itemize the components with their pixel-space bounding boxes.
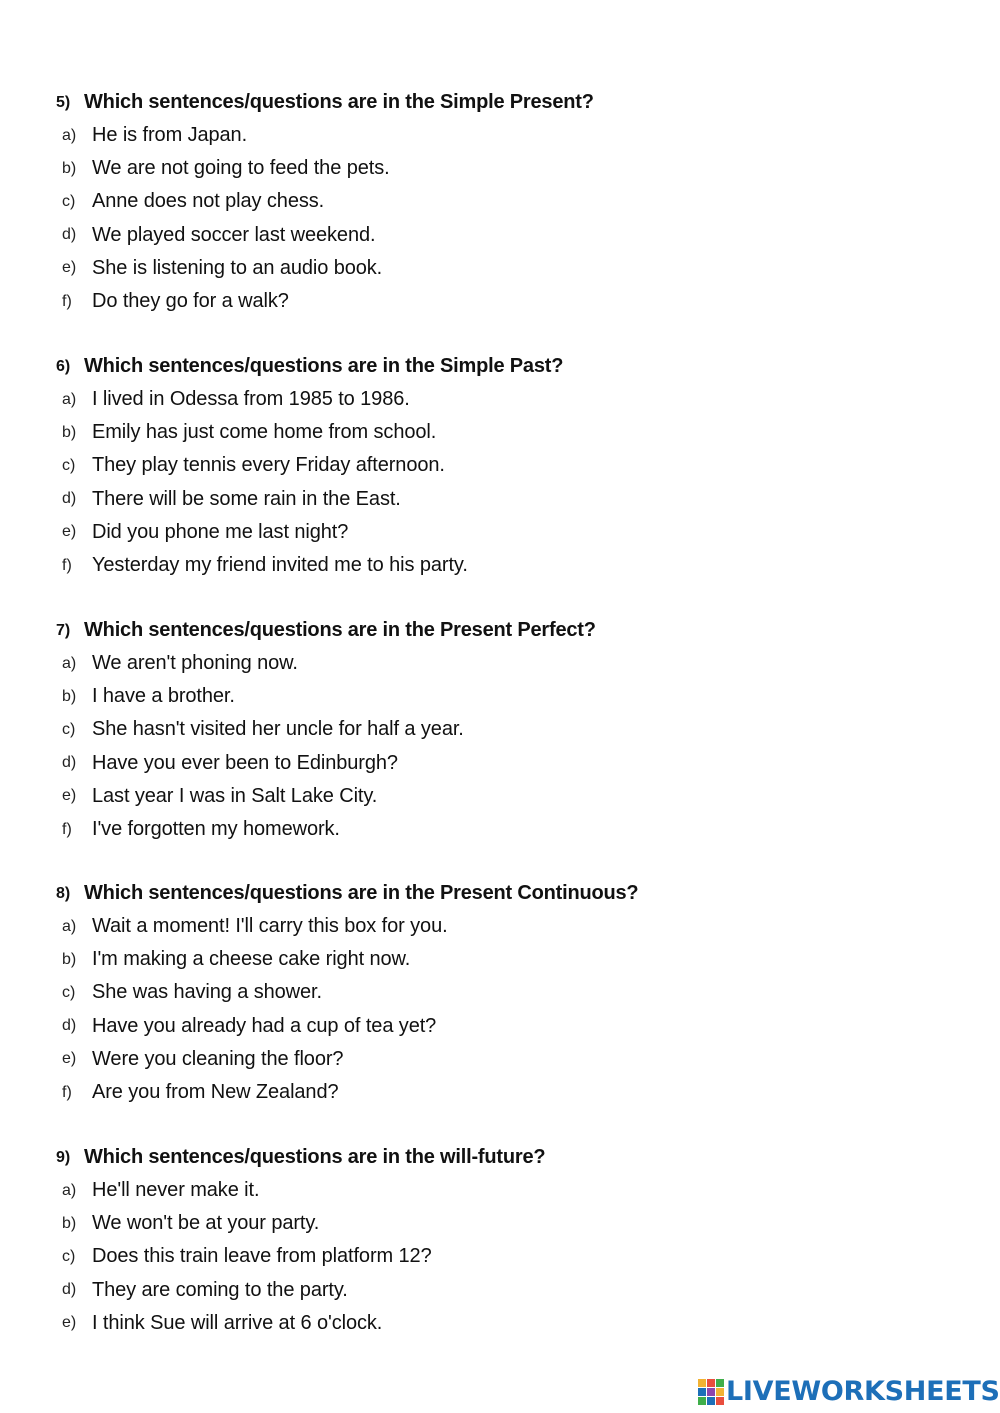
option-letter: f) [62,556,72,574]
option-text: He is from Japan. [92,124,248,147]
question-8 [56,877,956,1109]
option-text: Were you cleaning the floor? [92,1047,344,1070]
options-list [56,119,956,318]
option-text: She hasn't visited her uncle for half a year. [92,718,464,741]
option-letter: b) [62,950,77,968]
option-letter: d) [62,226,77,244]
option-c[interactable] [56,713,956,746]
option-letter: a) [62,654,77,672]
question-title [56,86,956,119]
option-e[interactable] [56,780,956,813]
option-text: Yesterday my friend invited me to his party. [92,554,468,577]
question-text: Which sentences/questions are in the Simple Present? [84,91,594,113]
option-c[interactable] [56,449,956,482]
question-number: 7) [56,621,71,639]
option-f[interactable] [56,549,956,582]
option-e[interactable] [56,1043,956,1076]
option-text: I've forgotten my homework. [92,818,340,841]
option-a[interactable] [56,647,956,680]
option-letter: c) [62,720,76,738]
option-letter: e) [62,523,77,541]
question-5 [56,86,956,318]
option-text: Anne does not play chess. [92,190,325,213]
option-letter: e) [62,259,77,277]
option-text: We played soccer last weekend. [92,223,376,246]
option-c[interactable] [56,1240,956,1273]
option-text: I'm making a cheese cake right now. [92,948,411,971]
option-a[interactable] [56,1174,956,1207]
option-letter: f) [62,820,72,838]
logo-text: LIVEWORKSHEETS [726,1376,1000,1407]
option-letter: e) [62,787,77,805]
liveworksheets-grid-icon [698,1379,724,1405]
option-letter: d) [62,1017,77,1035]
option-text: We aren't phoning now. [92,652,298,675]
option-text: They are coming to the party. [92,1278,348,1301]
option-letter: c) [62,1247,76,1265]
option-letter: d) [62,754,77,772]
option-letter: f) [62,1083,72,1101]
question-number: 5) [56,93,71,111]
question-7 [56,614,956,846]
option-letter: a) [62,1181,77,1199]
option-letter: a) [62,917,77,935]
options-list [56,910,956,1109]
option-e[interactable] [56,1307,956,1340]
question-text: Which sentences/questions are in the will-future? [84,1146,546,1168]
option-d[interactable] [56,747,956,780]
question-6 [56,350,956,582]
option-letter: c) [62,983,76,1001]
option-e[interactable] [56,516,956,549]
option-text: I lived in Odessa from 1985 to 1986. [92,388,410,411]
option-letter: b) [62,423,77,441]
option-text: Last year I was in Salt Lake City. [92,784,378,807]
option-letter: b) [62,687,77,705]
option-text: I think Sue will arrive at 6 o'clock. [92,1311,383,1334]
option-text: There will be some rain in the East. [92,487,401,510]
option-a[interactable] [56,383,956,416]
option-text: They play tennis every Friday afternoon. [92,454,445,477]
option-letter: d) [62,490,77,508]
question-text: Which sentences/questions are in the Present Continuous? [84,882,639,904]
question-title [56,1141,956,1174]
option-text: We won't be at your party. [92,1212,320,1235]
option-e[interactable] [56,252,956,285]
option-letter: e) [62,1050,77,1068]
question-title [56,877,956,910]
option-letter: a) [62,390,77,408]
question-title [56,614,956,647]
question-title [56,350,956,383]
question-9 [56,1141,956,1340]
option-text: Did you phone me last night? [92,520,349,543]
option-letter: a) [62,126,77,144]
option-text: Do they go for a walk? [92,290,289,313]
option-f[interactable] [56,813,956,846]
option-text: She is listening to an audio book. [92,256,383,279]
option-d[interactable] [56,483,956,516]
option-text: He'll never make it. [92,1179,260,1202]
option-text: Are you from New Zealand? [92,1081,339,1104]
option-b[interactable] [56,1207,956,1240]
option-c[interactable] [56,976,956,1009]
option-f[interactable] [56,285,956,318]
option-text: I have a brother. [92,685,235,708]
option-text: Emily has just come home from school. [92,421,437,444]
option-a[interactable] [56,910,956,943]
option-b[interactable] [56,152,956,185]
option-text: Have you already had a cup of tea yet? [92,1014,437,1037]
option-b[interactable] [56,943,956,976]
options-list [56,1174,956,1340]
question-number: 6) [56,357,71,375]
option-a[interactable] [56,119,956,152]
option-b[interactable] [56,416,956,449]
option-letter: e) [62,1314,77,1332]
option-d[interactable] [56,219,956,252]
option-text: She was having a shower. [92,981,322,1004]
option-text: We are not going to feed the pets. [92,157,390,180]
question-number: 9) [56,1148,71,1166]
option-letter: d) [62,1281,77,1299]
option-letter: c) [62,456,76,474]
option-letter: b) [62,159,77,177]
option-d[interactable] [56,1274,956,1307]
question-text: Which sentences/questions are in the Simple Past? [84,355,564,377]
option-letter: f) [62,292,72,310]
option-text: Does this train leave from platform 12? [92,1245,432,1268]
option-f[interactable] [56,1076,956,1109]
option-text: Have you ever been to Edinburgh? [92,751,398,774]
liveworksheets-logo[interactable] [698,1376,1000,1407]
question-text: Which sentences/questions are in the Present Perfect? [84,619,596,641]
options-list [56,647,956,846]
options-list [56,383,956,582]
option-d[interactable] [56,1010,956,1043]
option-letter: c) [62,192,76,210]
option-c[interactable] [56,185,956,218]
question-number: 8) [56,884,71,902]
option-letter: b) [62,1214,77,1232]
option-b[interactable] [56,680,956,713]
option-text: Wait a moment! I'll carry this box for you. [92,915,448,938]
